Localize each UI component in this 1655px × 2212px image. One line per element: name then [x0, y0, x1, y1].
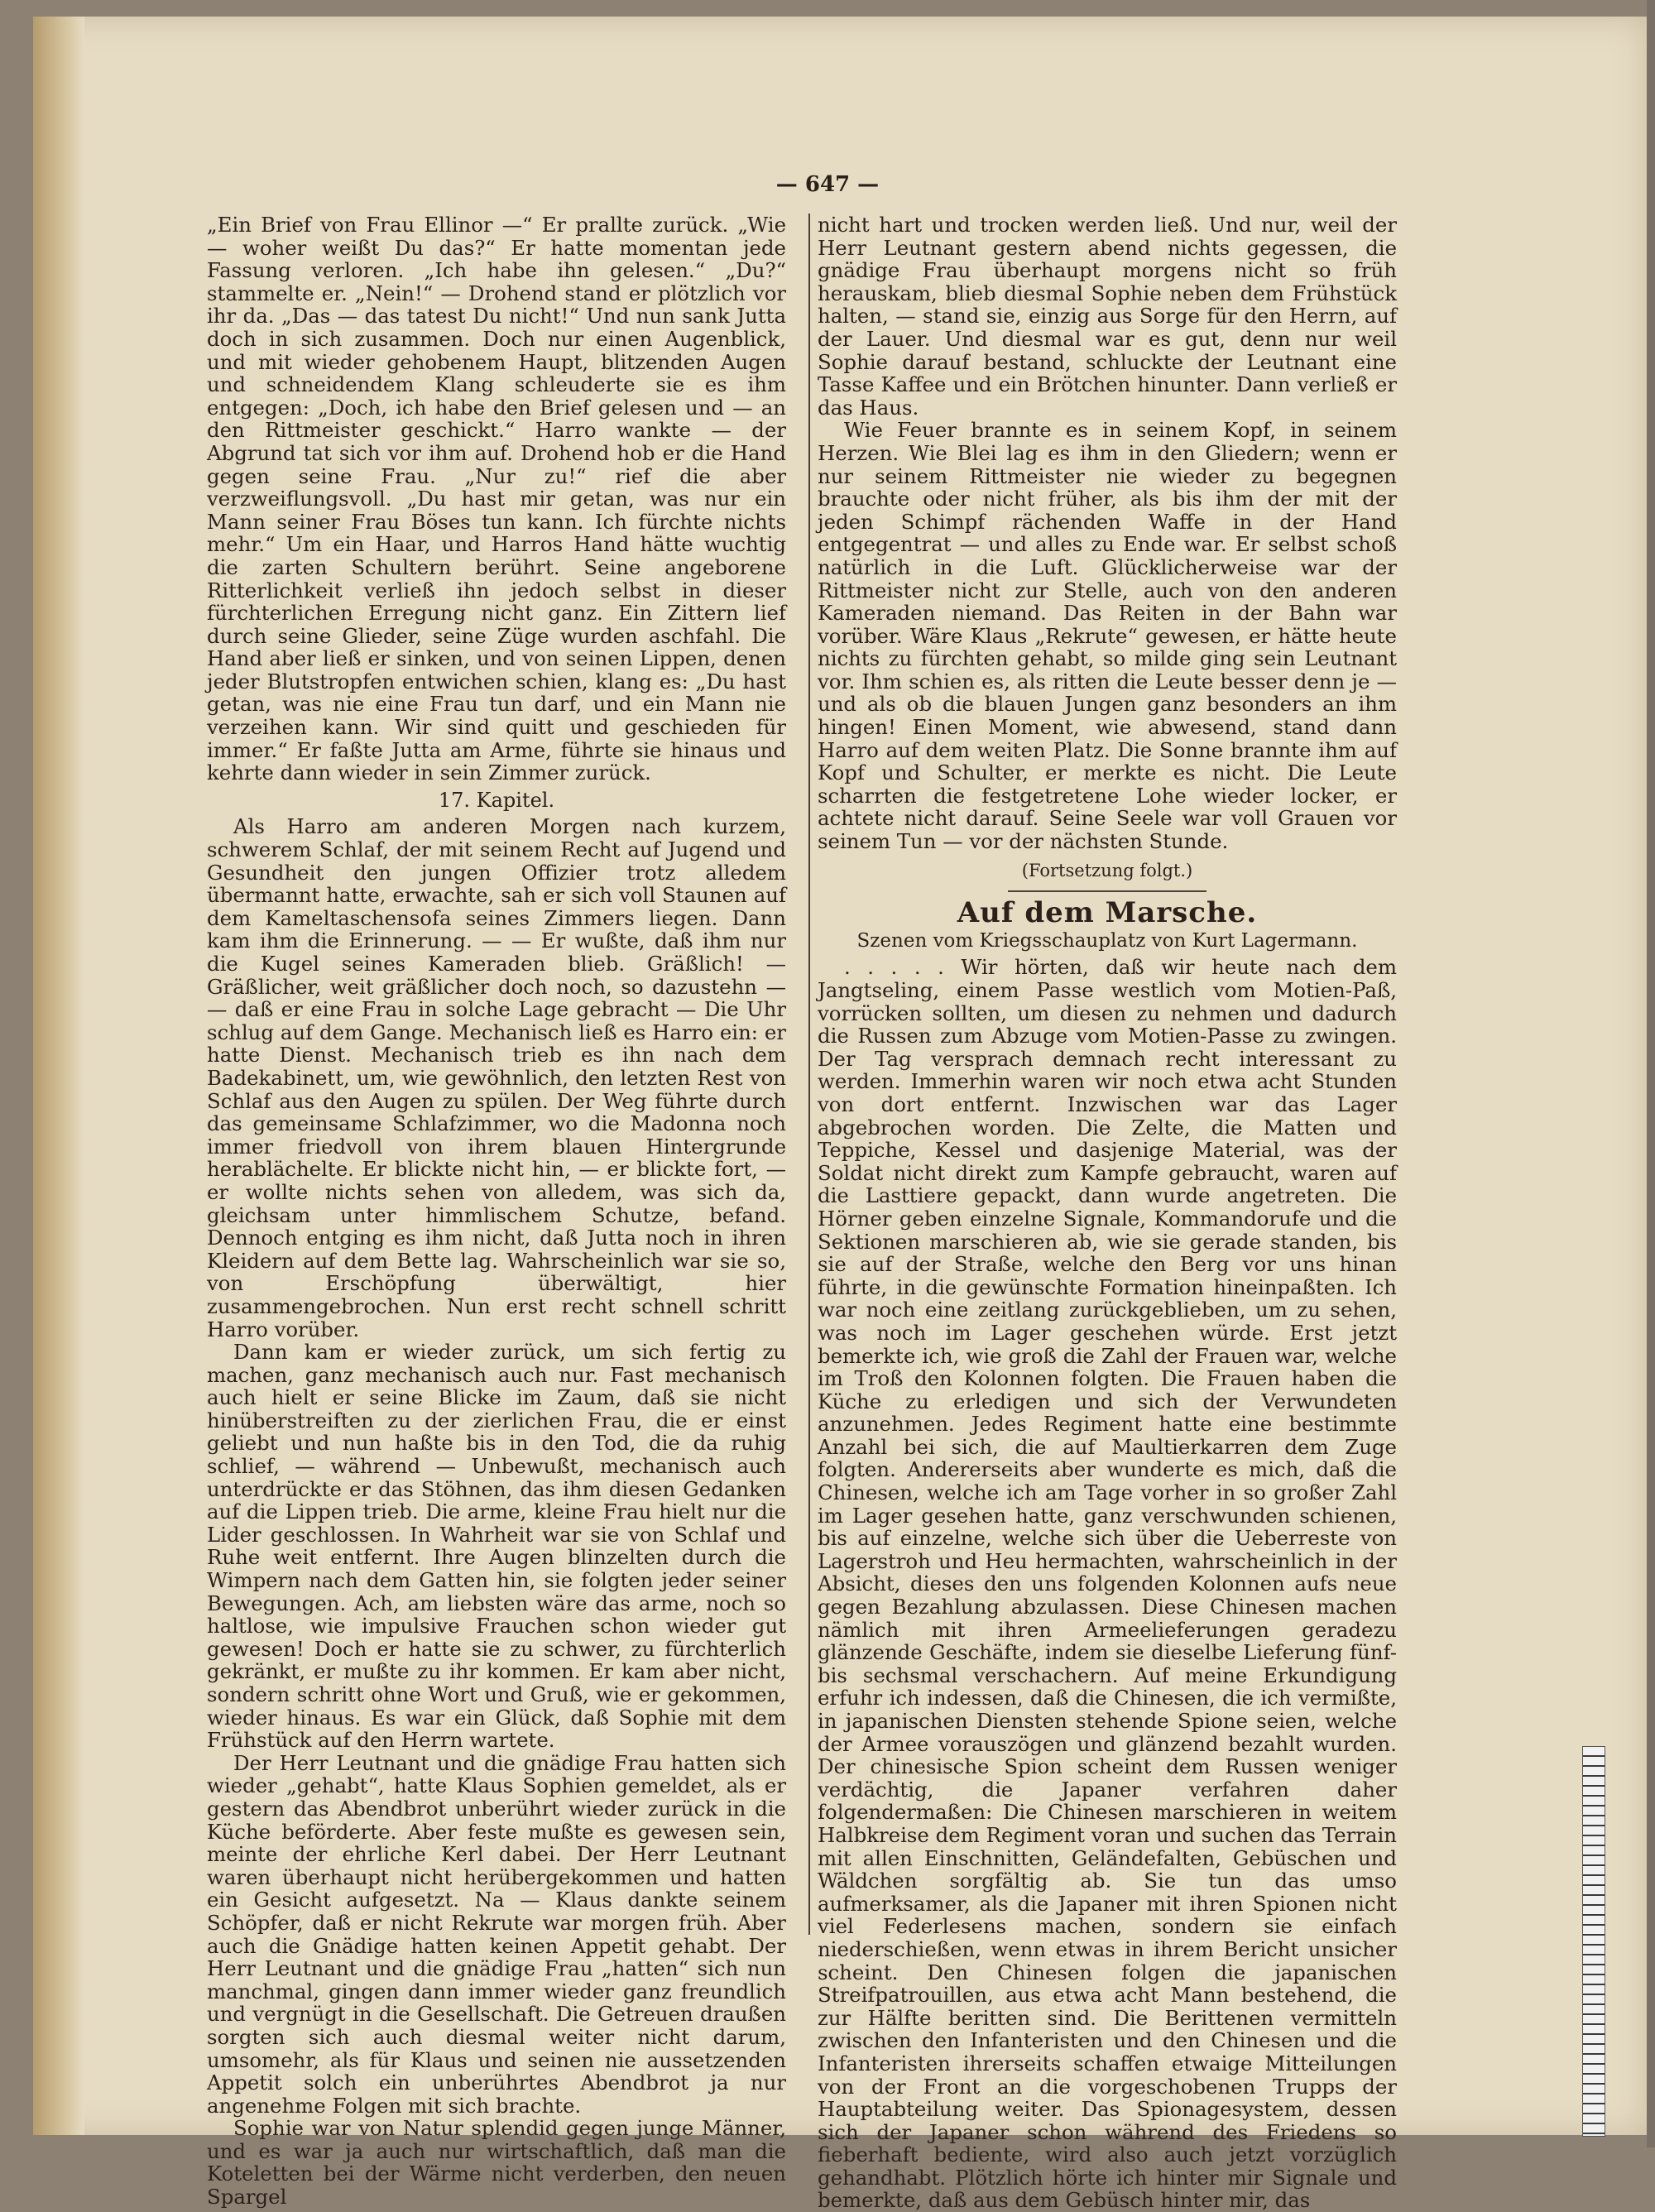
paragraph: Dann kam er wieder zurück, um sich fertig zu machen, ganz mechanisch auch nur. Fast mechanisch auch hielt er seine Blicke im Zaum, daß sie nicht hinüberstreiften zu der zierlichen Frau, die er einst geliebt und nun haßte bis in den Tod, die da ruhig schlief, — während — Unbewußt, mechanisch auch unterdrückte er das Stöhnen, das ihm diesen Gedanken auf die Lippen trieb. Die arme, kleine Frau hielt nur die Lider geschlossen. In Wahrheit war sie von Schlaf und Ruhe weit entfernt. Ihre Augen blinzelten durch die Wimpern nach dem Gatten hin, sie folgten jeder seiner Bewegungen. Ach, am liebsten wäre das arme, noch so haltlose, wie impulsive Frauchen schon wieder gut gewesen! Doch er hatte sie zu schwer, zu fürchterlich gekränkt, er mußte zu ihr kommen. Er kam aber nicht, sondern schritt ohne Wort und Gruß, wie er gekommen, wieder hinaus. Es war ein Glück, daß Sophie mit dem Frühstück auf den Herrn wartete.	[207, 1340, 786, 1753]
divider	[1008, 890, 1206, 892]
chapter-heading: 17. Kapitel.	[438, 788, 555, 812]
paragraph: nicht hart und trocken werden ließ. Und nur, weil der Herr Leutnant gestern abend nichts gegessen, die gnädige Frau überhaupt morgens nicht so früh herauskam, blieb diesmal Sophie neben dem Frühstück halten, — stand sie, einzig aus Sorge für den Herrn, auf der Lauer. Und diesmal war es gut, denn nur weil Sophie darauf bestand, schluckte der Leutnant eine Tasse Kaffee und ein Brötchen hinunter. Dann verließ er das Haus.	[818, 213, 1397, 420]
page-number: — 647 —	[775, 172, 880, 197]
continued-note: (Fortsetzung folgt.)	[1021, 860, 1193, 880]
paragraph: Wie Feuer brannte es in seinem Kopf, in seinem Herzen. Wie Blei lag es ihm in den Gliedern; wenn er nur seinem Rittmeister nie wieder zu begegnen brauchte oder nicht früher, als bis ihm der mit der jeden Schimpf rächenden Waffe in der Hand entgegentrat — und alles zu Ende war. Er selbst schoß natürlich in die Luft. Glücklicherweise war der Rittmeister nicht zur Stelle, auch von den anderen Kameraden niemand. Das Reiten in der Bahn war vorüber. Wäre Klaus „Rekrute“ gewesen, er hätte heute nichts zu fürchten gehabt, so milde ging sein Leutnant vor. Ihm schien es, als ritten die Leute besser denn je — und als ob die blauen Jungen ganz besonders an ihm hingen! Einen Moment, wie abwesend, stand dann Harro auf dem weiten Platz. Die Sonne brannte ihm auf Kopf und Schulter, er merkte es nicht. Die Leute scharrten die festgetretene Lohe wieder locker, er achtete nicht darauf. Seine Seele war voll Grauen vor seinem Tun — vor der nächsten Stunde.	[818, 418, 1397, 854]
paragraph: Als Harro am anderen Morgen nach kurzem, schwerem Schlaf, der mit seinem Recht auf Jugend und Gesundheit den jungen Offizier trotz alledem übermannt hatte, erwachte, sah er sich voll Staunen auf dem Kameltaschensofa seines Zimmers liegen. Dann kam ihm die Erinnerung. — — Er wußte, daß ihm nur die Kugel seines Kameraden blieb. Gräßlich! — Gräßlicher, weit gräßlicher doch noch, so dazustehn — — daß er eine Frau in solche Lage gebracht — Die Uhr schlug auf dem Gange. Mechanisch ließ es Harro ein: er hatte Dienst. Mechanisch trieb es ihn nach dem Badekabinett, um, wie gewöhnlich, den letzten Rest von Schlaf aus den Augen zu spülen. Der Weg führte durch das gemeinsame Schlafzimmer, wo die Madonna noch immer friedvoll von ihrem blauen Hintergrunde herablächelte. Er blickte nicht hin, — er blickte fort, — er wollte nichts sehen von alledem, was sich da, gleichsam unter himmlischem Schutze, befand. Dennoch entging es ihm nicht, daß Jutta noch in ihren Kleidern auf dem Bette lag. Wahrscheinlich war sie so, von Erschöpfung überwältigt, hier zusammengebrochen. Nun erst recht schnell schritt Harro vorüber.	[207, 814, 786, 1341]
scale-ruler	[1582, 1746, 1605, 2137]
page-binding-edge	[33, 17, 84, 2135]
paragraph: Der Herr Leutnant und die gnädige Frau hatten sich wieder „gehabt“, hatte Klaus Sophien gemeldet, als er gestern das Abendbrot unberührt wieder zurück in die Küche beförderte. Aber feste mußte es gewesen sein, meinte der ehrliche Kerl dabei. Der Herr Leutnant waren überhaupt nicht herübergekommen und hatten ein Gesicht aufgesetzt. Na — Klaus dankte seinem Schöpfer, daß er nicht Rekrute war morgen früh. Aber auch die Gnädige hatten keinen Appetit gehabt. Der Herr Leutnant und die gnädige Frau „hatten“ sich nun manchmal, gingen dann immer wieder ganz freundlich und vergnügt in die Gesellschaft. Die Getreuen draußen sorgten sich auch diesmal weiter nicht darum, umsomehr, als für Klaus und seinen nie aussetzenden Appetit solch ein unberührtes Abendbrot ja nur angenehme Folgen mit sich brachte.	[207, 1750, 786, 2118]
scan-border	[1647, 0, 1655, 2147]
article-title: Auf dem Marsche.	[957, 896, 1258, 930]
paragraph: . . . . . Wir hörten, daß wir heute nach dem Jangtseling, einem Passe westlich vom Motien-Paß, vorrücken sollten, um diesen zu nehmen und dadurch die Russen zum Abzuge vom Motien-Passe zu zwingen. Der Tag versprach demnach recht interessant zu werden. Immerhin waren wir noch etwa acht Stunden von dort entfernt. Inzwischen war das Lager abgebrochen worden. Die Zelte, die Matten und Teppiche, Kessel und dasjenige Material, was der Soldat nicht direkt zum Kampfe gebraucht, waren auf die Lasttiere gepackt, dann wurde angetreten. Die Hörner geben einzelne Signale, Kommandorufe und die Sektionen marschieren ab, wie sie gerade standen, bis sie auf der Straße, welche den Berg vor uns hinan führte, in die gewünschte Formation hineinpaßten. Ich war noch eine zeitlang zurückgeblieben, um zu sehen, was noch im Lager geschehen würde. Erst jetzt bemerkte ich, wie groß die Zahl der Frauen war, welche im Troß den Kolonnen folgten. Die Frauen haben die Küche zu erledigen und sich der Verwundeten anzunehmen. Jedes Regiment hatte eine bestimmte Anzahl bei sich, die auf Maultierkarren dem Zuge folgten. Andererseits aber wunderte es mich, daß die Chinesen, welche ich am Tage vorher in so großer Zahl im Lager gesehen hatte, ganz verschwunden schienen, bis auf einzelne, welche sich über die Ueberreste von Lagerstroh und Heu hermachten, wahrscheinlich in der Absicht, dieses den uns folgenden Kolonnen aufs neue gegen Bezahlung abzulassen. Diese Chinesen machen nämlich mit ihren Armeelieferungen geradezu glänzende Geschäfte, indem sie dieselbe Lieferung fünf- bis sechsmal verschachern. Auf meine Erkundigung erfuhr ich indessen, daß die Chinesen, die ich vermißte, in japanischen Diensten stehende Spione seien, welche der Armee vorauszögen und glänzend bezahlt wurden. Der chinesische Spion scheint dem Russen weniger verdächtig, die Japaner verfahren daher folgendermaßen: Die Chinesen marschieren in weitem Halbkreise dem Regiment voran und suchen das Terrain mit allen Einschnitten, Geländefalten, Gebüschen und Wäldchen sorgfältig ab. Sie tun das umso aufmerksamer, als die Japaner mit ihren Spionen nicht viel Federlesens machen, sondern sie einfach niederschießen, wenn etwas in ihrem Bericht unsicher scheint. Den Chinesen folgen die japanischen Streifpatrouillen, aus etwa acht Mann bestehend, die zur Hälfte beritten sind. Die Berittenen vermitteln zwischen den Infanteristen und den Chinesen und die Infanteristen ihrerseits schaffen etwaige Mitteilungen von der Front an die vorgeschobenen Trupps der Hauptabteilung weiter. Das Spionagesystem, dessen sich der Japaner schon während des Friedens so fieberhaft bediente, wird also auch jetzt vorzüglich gehandhabt. Plötzlich hörte ich hinter mir Signale und bemerkte, daß aus dem Gebüsch hinter mir, das	[818, 955, 1397, 2212]
paragraph: „Ein Brief von Frau Ellinor —“ Er prallte zurück. „Wie — woher weißt Du das?“ Er hatte momentan jede Fassung verloren. „Ich habe ihn gelesen.“ „Du?“ stammelte er. „Nein!“ — Drohend stand er plötzlich vor ihr da. „Das — das tatest Du nicht!“ Und nun sank Jutta doch in sich zusammen. Doch nur einen Augenblick, und mit wieder gehobenem Haupt, blitzenden Augen und schneidendem Klang schleuderte sie es ihm entgegen: „Doch, ich habe den Brief gelesen und — an den Rittmeister geschickt.“ Harro wankte — der Abgrund tat sich vor ihm auf. Drohend hob er die Hand gegen seine Frau. „Nur zu!“ rief die aber verzweiflungsvoll. „Du hast mir getan, was nur ein Mann seiner Frau Böses tun kann. Ich fürchte nichts mehr.“ Um ein Haar, und Harros Hand hätte wuchtig die zarten Schultern berührt. Seine angeborene Ritterlichkeit verließ ihn jedoch selbst in dieser fürchterlichen Erregung nicht ganz. Ein Zittern lief durch seine Glieder, seine Züge wurden aschfahl. Die Hand aber ließ er sinken, und von seinen Lippen, denen jeder Blutstropfen entwichen schien, klang es: „Du hast getan, was nie eine Frau tun darf, und ein Mann nie verzeihen kann. Wir sind quitt und geschieden für immer.“ Er faßte Jutta am Arme, führte sie hinaus und kehrte dann wieder in sein Zimmer zurück.	[207, 213, 786, 785]
paragraph: Sophie war von Natur splendid gegen junge Männer, und es war ja auch nur wirtschaftlich, daß man die Koteletten bei der Wärme nicht verderben, den neuen Spargel	[207, 2116, 786, 2210]
article-subtitle: Szenen vom Kriegsschauplatz von Kurt Lagermann.	[856, 929, 1358, 952]
left-column	[207, 213, 786, 2210]
right-column	[818, 213, 1397, 2212]
column-divider	[808, 214, 810, 1935]
